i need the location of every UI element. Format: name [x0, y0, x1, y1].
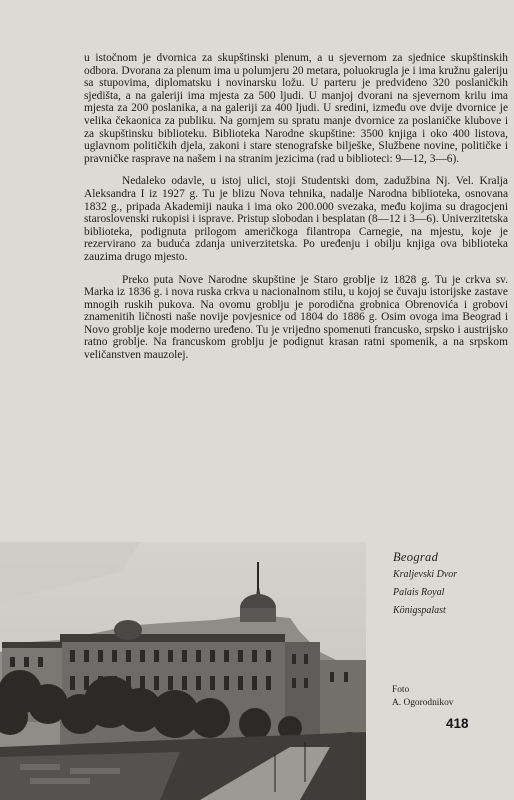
paragraph-libraries: Nedaleko odavle, u istoj ulici, stoji Studentski dom, zadužbina Nj. Vel. Kralja Aleksandra I iz 1927 g. Tu je blizu Nova tehnika, nadalje Narodna biblioteka, osnovana 1832 g., pripada Akademiji nauka i ima oko 200.000 svezaka, među kojima su dragocjeni staroslovenski rukopisi i isprave. Pristup slobodan i besplatan (8—12 i 3—6). Univerzitetska biblioteka, podignuta prilogom američkoga filantropa Carnegie, na mjestu, koje je rezervirano za buduća zdanja univerzitetska. Po uređenju i obilju knjiga ova biblioteka zauzima drugo mjesto.	[84, 175, 508, 263]
caption-line-german: Königspalast	[393, 605, 446, 616]
caption-city: Beograd	[393, 550, 439, 564]
paragraph-cemeteries: Preko puta Nove Narodne skupštine je Staro groblje iz 1828 g. Tu je crkva sv. Marka iz 1836 g. i nova ruska crkva u nacionalnom stilu, u kojoj se čuvaju istorijske zastave mnogih ruskih pukova. Na ovomu groblju je porodična grobnica Obrenovića i grobovi znamenitih ličnosti naše novije povjesnice od 1804 do 1886 g. Osim ovoga ima Beograd i Novo groblje koje moderno uređeno. Tu je vrijedno spomenuti francusko, srpsko i austrijsko ratno groblje. Na francuskom groblju je podignut krasan ratni spomenik, a na srpskom veličanstven mauzolej.	[84, 273, 508, 362]
photo-caption	[393, 548, 508, 620]
royal-palace-photo	[0, 542, 366, 800]
body-text	[84, 52, 508, 362]
page-number: 418	[446, 716, 469, 731]
credit-name: A. Ogorodnikov	[392, 698, 454, 708]
credit-label: Foto	[392, 685, 410, 695]
photo-credit	[392, 684, 507, 710]
caption-line-french: Palais Royal	[393, 587, 445, 598]
paragraph-parliament: u istočnom je dvornica za skupštinski plenum, a u sjevernom za sjednice skupštinskih odbora. Dvorana za plenum ima u polumjeru 20 metara, poluokrugla je i ima kružnu galeriju sa stupovima, diplomatsku i novinarsku ložu. U parteru je predviđeno 320 poslaničkih sjedišta, a na galeriji ima mjesta za 500 ljudi. U manjoj dvorani na sjevernom krilu ima mjesta za 200 poslanika, a na galeriji za 400 ljudi. U sredini, između ove dvije dvornice je velika čekaonica za publiku. Na gornjem su spratu manje dvornice za poslaničke klubove i za skupštinsku biblioteku. Biblioteka Narodne skupštine: 3500 knjiga i oko 400 listova, uglavnom političkih djela, zakoni i stare stenografske bilješke, Službene novine, političke i pravničke rasprave na našem i na stranim jezicima (rad u biblioteci: 9—12, 3—6).	[84, 52, 508, 165]
palace-illustration	[0, 542, 366, 800]
caption-line-serbian: Kraljevski Dvor	[393, 569, 458, 580]
